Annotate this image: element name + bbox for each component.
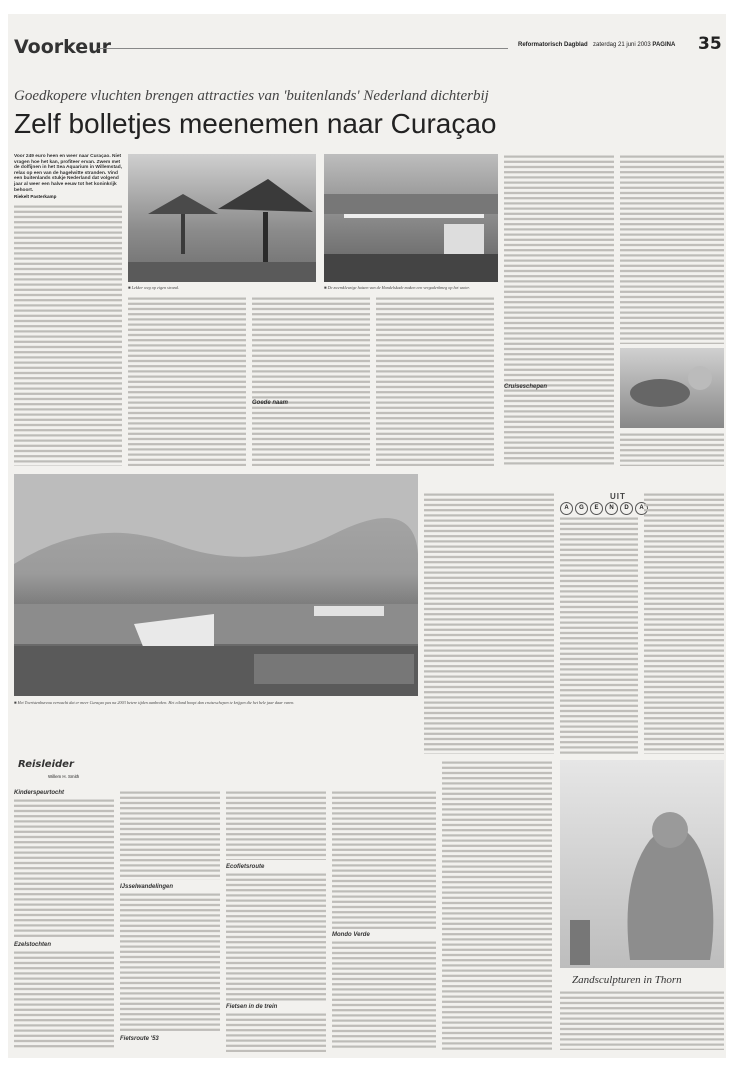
reisleider-column-4b [332, 940, 436, 1050]
subhead-fietsroute-53: Fietsroute '53 [120, 1036, 159, 1042]
agenda-letter: D [620, 502, 633, 515]
article-column-1 [14, 204, 122, 466]
harbour-photo [324, 154, 498, 282]
reisleider-column-4a [332, 790, 436, 930]
agenda-column-1 [424, 492, 554, 754]
reisleider-column-2b [120, 892, 220, 1032]
subhead-kinderspeurtocht: Kinderspeurtocht [14, 790, 65, 796]
subhead-ijsselwandelingen: IJsselwandelingen [120, 884, 174, 890]
zandsculpturen-text [560, 990, 724, 1050]
dolphin-photo [620, 348, 724, 428]
reisleider-column-1b [14, 950, 114, 1050]
subhead-ezelstochten: Ezelstochten [14, 942, 52, 948]
photo-caption-1: ■ Lekker weg op eigen strand. [128, 285, 179, 290]
reisleider-column-3c [226, 1012, 326, 1052]
sand-sculpture-photo [560, 760, 724, 968]
article-byline: Riekelt Pasterkamp [14, 194, 57, 199]
article-column-4 [376, 296, 494, 466]
subhead-fietsen-in-de-trein: Fietsen in de trein [226, 1004, 278, 1010]
agenda-letter: E [590, 502, 603, 515]
article-headline: Zelf bolletjes meenemen naar Curaçao [14, 108, 497, 139]
article-column-3 [252, 296, 370, 466]
agenda-letter: A [560, 502, 573, 515]
dolphin-caption [620, 432, 724, 466]
article-column-5 [504, 154, 614, 466]
text-texture [14, 204, 122, 466]
subhead-goede-naam: Goede naam [252, 400, 289, 406]
newspaper-page [8, 14, 726, 1058]
zandsculpturen-title: Zandsculpturen in Thorn [572, 974, 682, 986]
agenda-letter: G [575, 502, 588, 515]
subhead-ecofietsroute: Ecofietsroute [226, 864, 265, 870]
article-kicker: Goedkopere vluchten brengen attracties van 'buitenlands' Nederland dichterbij [14, 88, 489, 104]
reisleider-column-1a [14, 798, 114, 938]
reisleider-column-2a [120, 790, 220, 880]
agenda-column-2 [560, 516, 638, 754]
reisleider-title: Reisleider [18, 759, 74, 770]
masthead-rule [98, 48, 508, 49]
subhead-cruiseschepen: Cruiseschepen [504, 384, 548, 390]
agenda-letter: N [605, 502, 618, 515]
willemstad-panorama-photo [14, 474, 418, 696]
agenda-column-3 [644, 492, 724, 754]
reisleider-column-3a [226, 790, 326, 860]
issue-date: zaterdag 21 juni 2003 PAGINA [593, 42, 676, 48]
panorama-caption: ■ Het Toeristenbureau verwacht dat er meer Curaçao pas na 2003 betere tijden aanbreken. Het eiland hoopt dan cruiseschepen te krijgen die het hele jaar daar varen. [14, 700, 295, 705]
article-lead: Voor 249 euro heen en weer naar Curaçao. Niet vragen hoe het kan, profiteer ervan. Zwem met de dolfijnen in het Sea Aquarium in Willemstad, relax op een van de hagelwitte stranden. Vind een buitenlands stukje Nederland dat volgend jaar al weer een halve eeuw tot het koninkrijk behoort. [14, 154, 122, 193]
page-number: 35 [698, 34, 722, 54]
photo-caption-2: ■ De zwemkleurige huizen van de Handelskade maken een vergaderkmeg op het water. [324, 285, 470, 290]
article-column-6 [620, 154, 724, 344]
article-column-2 [128, 296, 246, 466]
agenda-letter: A [635, 502, 648, 515]
section-title: Voorkeur [14, 36, 112, 58]
subhead-mondo-verde: Mondo Verde [332, 932, 370, 938]
agenda-column-4 [442, 760, 552, 1050]
beach-photo [128, 154, 316, 282]
reisleider-author: Willem H. Smith [48, 774, 80, 779]
paper-name: Reformatorisch Dagblad [518, 42, 588, 48]
uit-label: UIT [610, 492, 626, 501]
reisleider-column-3b [226, 872, 326, 1002]
masthead [8, 34, 726, 62]
